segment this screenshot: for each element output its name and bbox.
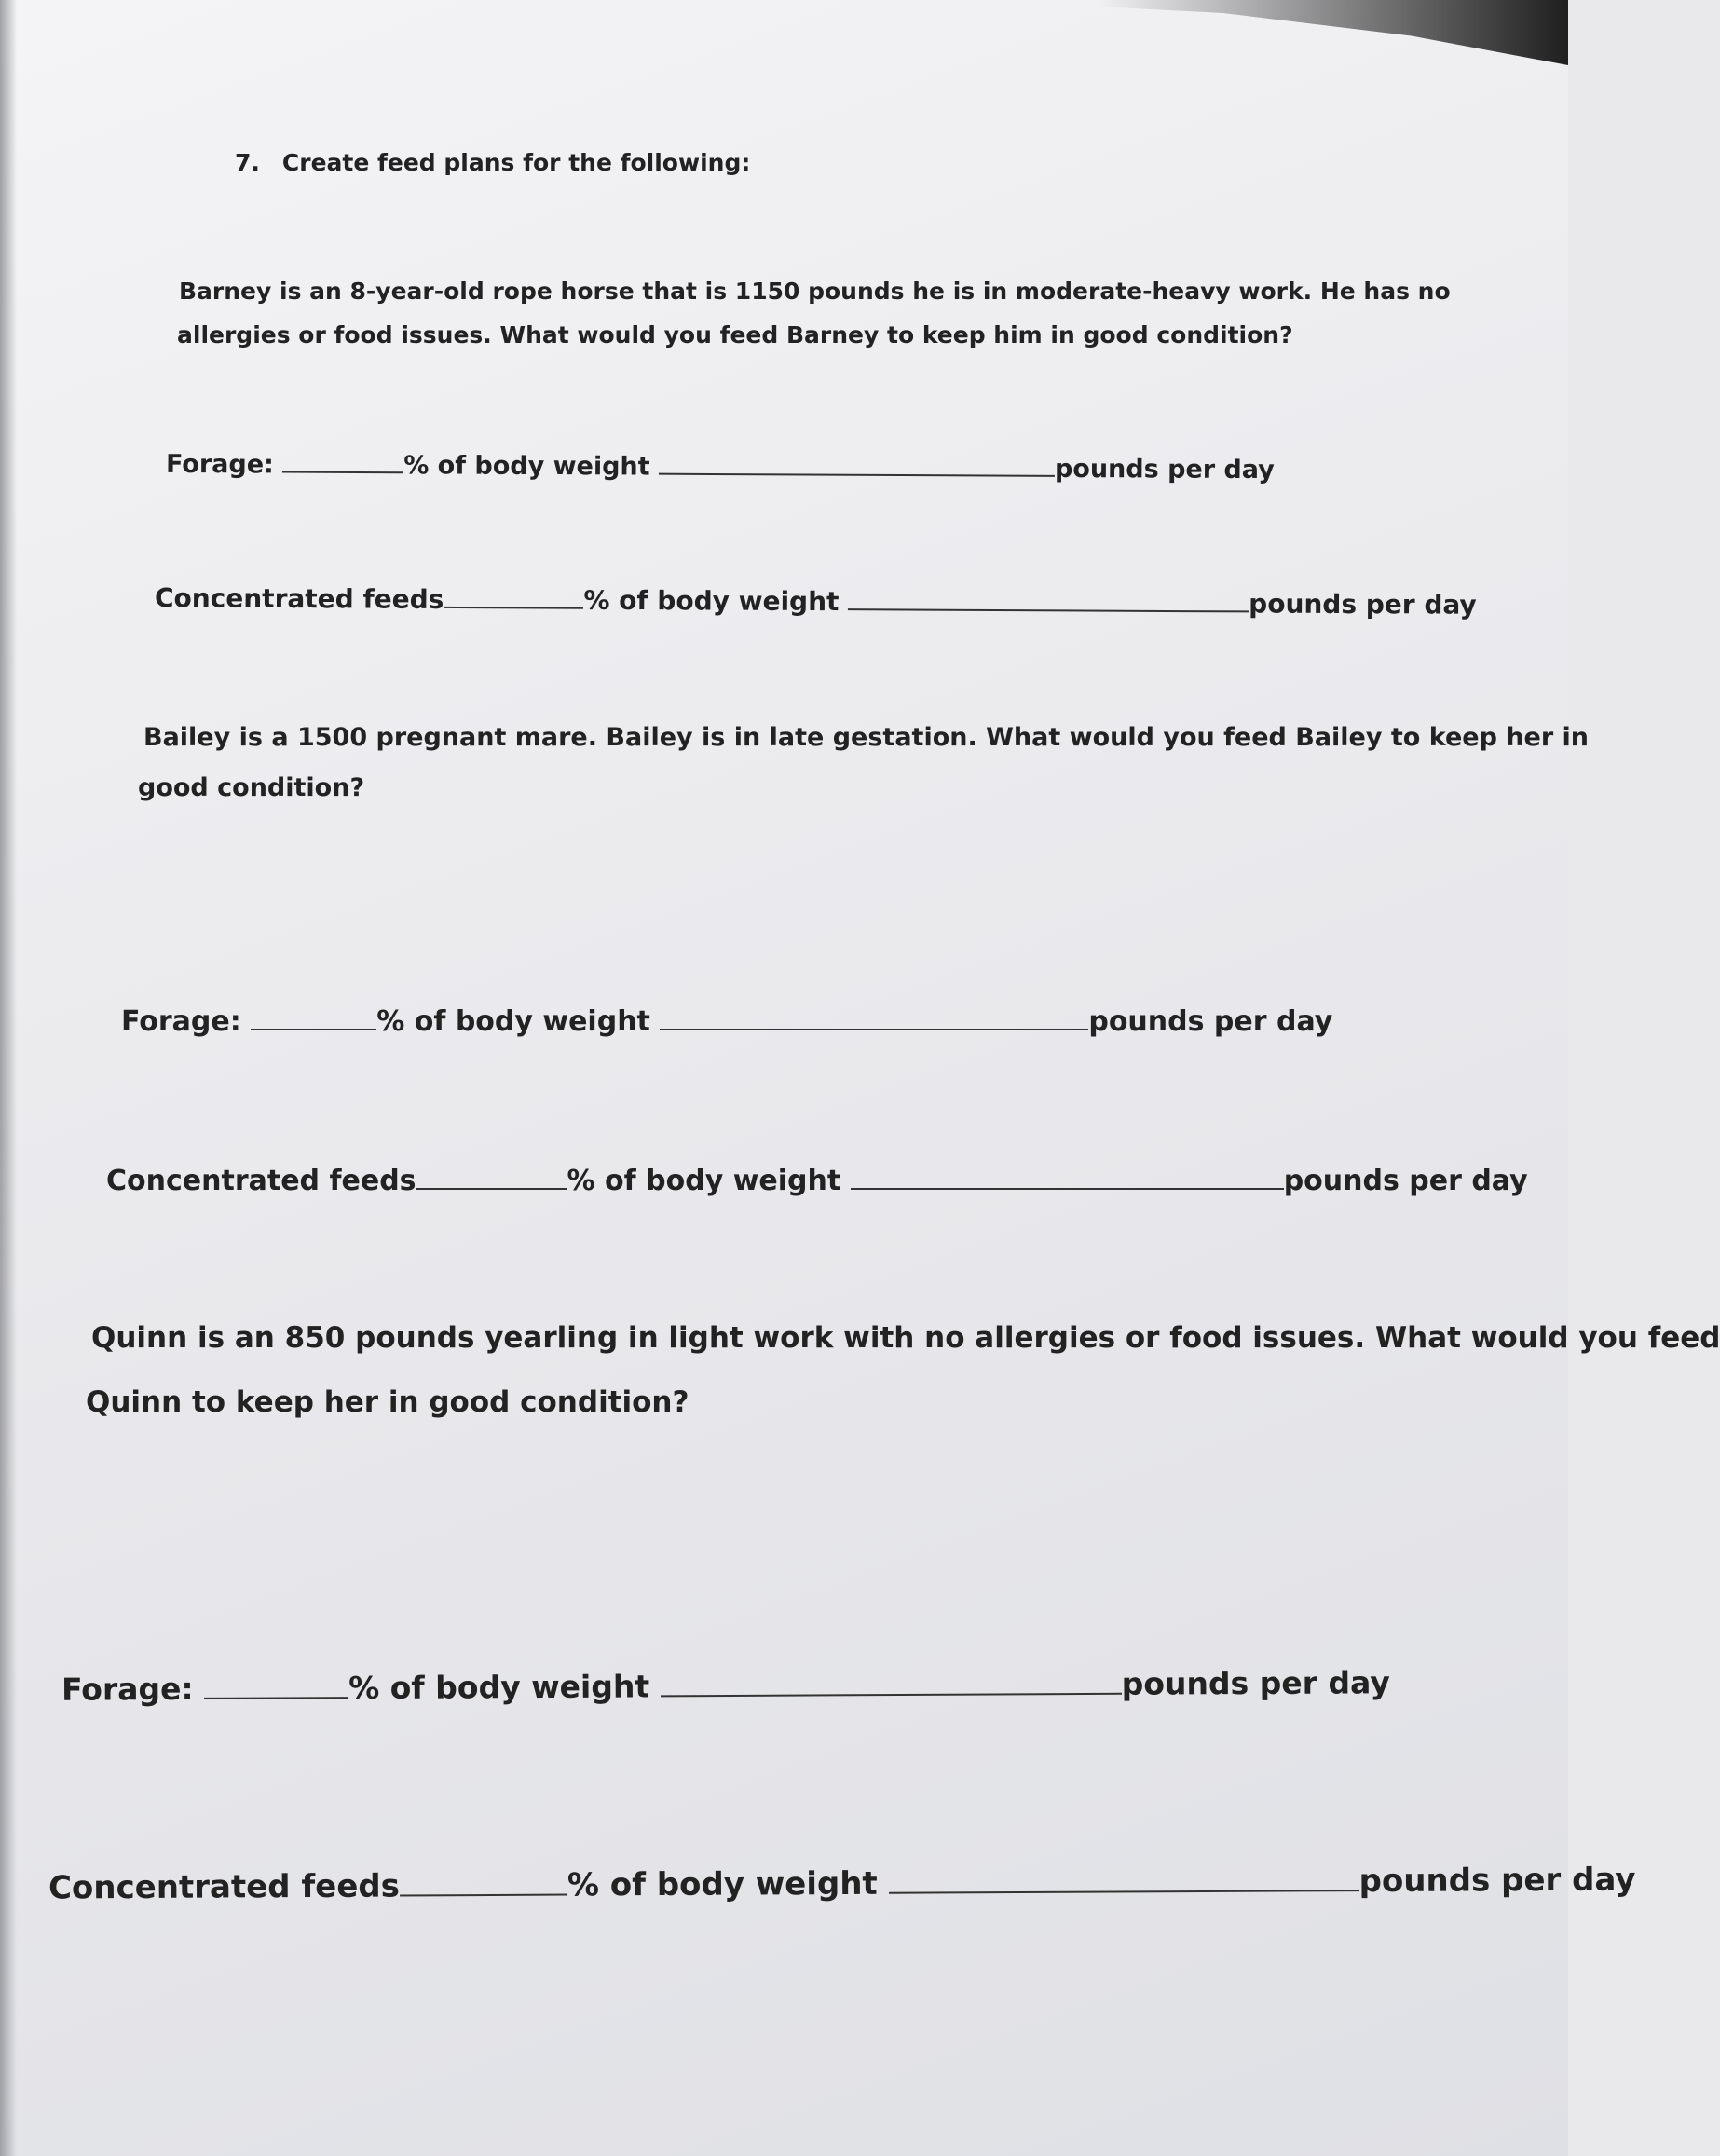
horse-1-forage-row [166, 444, 1275, 485]
pounds-label: pounds per day [1283, 1164, 1528, 1197]
pounds-label: pounds per day [1054, 455, 1275, 485]
forage-pounds-blank[interactable] [661, 1660, 1122, 1697]
page-edge-shadow [0, 0, 17, 2156]
concentrate-percent-blank[interactable] [416, 1158, 567, 1190]
question-number: 7. [235, 149, 260, 176]
percent-label: % of body weight [567, 1164, 841, 1197]
pounds-label: pounds per day [1249, 588, 1477, 621]
horse-2-description-line-2: good condition? [138, 773, 365, 802]
horse-2-description-line-1: Bailey is a 1500 pregnant mare. Bailey is in late gestation. What would you feed Bailey to keep her in [143, 723, 1590, 752]
question-prompt: Create feed plans for the following: [281, 149, 751, 176]
concentrate-pounds-blank[interactable] [888, 1856, 1358, 1893]
percent-label: % of body weight [403, 451, 650, 482]
percent-label: % of body weight [583, 585, 840, 618]
horse-3-forage-row [61, 1658, 1390, 1707]
forage-label: Forage: [165, 450, 274, 480]
percent-label: % of body weight [348, 1668, 650, 1706]
forage-label: Forage: [121, 1004, 241, 1038]
question-header [235, 149, 750, 176]
concentrate-pounds-blank[interactable] [851, 1158, 1284, 1190]
forage-pounds-blank[interactable] [660, 999, 1088, 1030]
horse-3-description-line-2: Quinn to keep her in good condition? [86, 1385, 689, 1419]
horse-1-description-line-2: allergies or food issues. What would you feed Barney to keep him in good condition? [177, 321, 1293, 348]
pounds-label: pounds per day [1121, 1663, 1390, 1702]
horse-3-concentrate-row [48, 1855, 1636, 1907]
concentrate-label: Concentrated feeds [154, 582, 444, 616]
percent-label: % of body weight [567, 1864, 878, 1904]
concentrate-pounds-blank[interactable] [848, 581, 1249, 613]
pounds-label: pounds per day [1088, 1004, 1333, 1038]
forage-percent-blank[interactable] [251, 999, 376, 1030]
horse-1-concentrate-row [155, 578, 1477, 621]
pounds-label: pounds per day [1358, 1861, 1636, 1900]
horse-2-concentrate-row [106, 1158, 1528, 1197]
concentrate-label: Concentrated feeds [48, 1867, 401, 1907]
forage-percent-blank[interactable] [204, 1664, 348, 1699]
concentrate-percent-blank[interactable] [444, 580, 583, 609]
concentrate-percent-blank[interactable] [400, 1861, 567, 1897]
forage-label: Forage: [61, 1670, 194, 1708]
horse-1-description-line-1: Barney is an 8-year-old rope horse that is 1150 pounds he is in moderate-heavy work. He has no [179, 278, 1451, 305]
forage-pounds-blank[interactable] [659, 447, 1055, 478]
horse-2-forage-row [121, 999, 1332, 1038]
concentrate-label: Concentrated feeds [106, 1164, 416, 1197]
horse-3-description-line-1: Quinn is an 850 pounds yearling in light work with no allergies or food issues. What would you feed [91, 1321, 1720, 1355]
forage-percent-blank[interactable] [282, 445, 403, 474]
percent-label: % of body weight [376, 1004, 650, 1038]
